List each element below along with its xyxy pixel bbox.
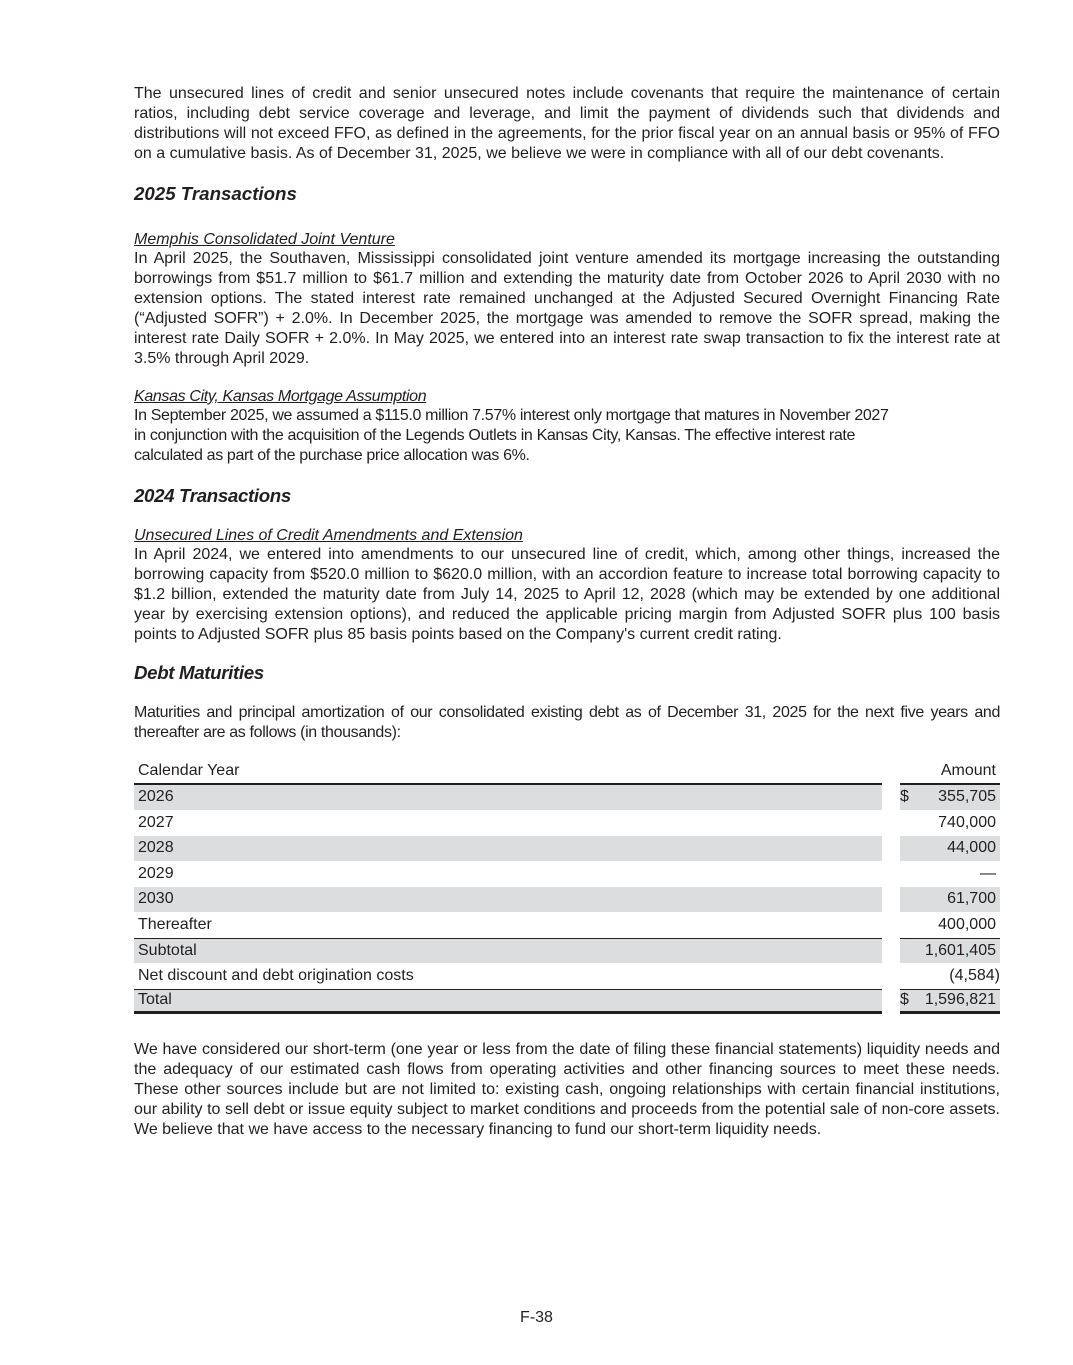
row-label: Total	[134, 989, 882, 1015]
row-label: 2029	[138, 864, 174, 882]
covenants-paragraph: The unsecured lines of credit and senior unsecured notes include covenants that require the maintenance of certain ratios, including debt service coverage and leverage, and limit the payment of dividends such that dividends and distributions will not exceed FFO, as defined in the agreements, for the prior fiscal year on an annual basis or 95% of FFO on a cumulative basis. As of December 31, 2025, we believe we were in compliance with all of our debt covenants.	[134, 85, 1000, 162]
table-row	[134, 887, 1000, 913]
memphis-paragraph: In April 2025, the Southaven, Mississippi consolidated joint venture amended its mortgage increasing the outstanding borrowings from $51.7 million to $61.7 million and extending the maturity date from October 2026 to April 2030 with no extension options. The stated interest rate remained unchanged at the Adjusted Secured Overnight Financing Rate (“Adjusted SOFR”) + 2.0%. In December 2025, the mortgage was amended to remove the SOFR spread, making the interest rate Daily SOFR + 2.0%. In May 2025, we entered into an interest rate swap transaction to fix the interest rate at 3.5% through April 2029.	[134, 250, 1000, 367]
row-label: Subtotal	[134, 938, 882, 964]
subheading-credit-amendments: Unsecured Lines of Credit Amendments and Extension	[134, 527, 523, 544]
table-row	[134, 963, 1000, 989]
page-number: F-38	[520, 1309, 553, 1326]
header-calendar-year: Calendar Year	[134, 759, 882, 785]
kansas-line-2: in conjunction with the acquisition of the Legends Outlets in Kansas City, Kansas. The effective interest rate	[134, 427, 856, 444]
table-row-total	[134, 989, 1000, 1015]
table-header-row	[134, 759, 1000, 785]
row-label: Net discount and debt origination costs	[138, 966, 414, 984]
row-amount: —	[980, 864, 996, 882]
credit-amendments-paragraph: In April 2024, we entered into amendments to our unsecured line of credit, which, among other things, increased the borrowing capacity from $520.0 million to $620.0 million, with an accordion feature to increase total borrowing capacity to $1.2 billion, extended the maturity date from July 14, 2025 to April 12, 2028 (which may be extended by one additional year by exercising extension options), and reduced the applicable pricing margin from Adjusted SOFR plus 100 basis points to Adjusted SOFR plus 85 basis points based on the Company's current credit rating.	[134, 546, 1000, 643]
currency-symbol: $	[900, 788, 909, 806]
table-row	[134, 785, 1000, 811]
row-amount: 740,000	[938, 813, 996, 831]
table-row	[134, 861, 1000, 887]
liquidity-paragraph: We have considered our short-term (one year or less from the date of filing these financial statements) liquidity needs and the adequacy of our estimated cash flows from operating activities and other financing sources to meet these needs. These other sources include but are not limited to: existing cash, ongoing relationships with certain financial institutions, our ability to sell debt or issue equity subject to market conditions and proceeds from the potential sale of non-core assets. We believe that we have access to the necessary financing to fund our short-term liquidity needs.	[134, 1041, 1000, 1138]
row-label: 2028	[134, 836, 882, 862]
heading-2024-transactions: 2024 Transactions	[134, 485, 291, 506]
table-row	[134, 912, 1000, 938]
kansas-city-paragraph	[134, 406, 1000, 466]
table-row	[134, 836, 1000, 862]
debt-maturities-table	[134, 759, 1000, 1014]
row-label: Thereafter	[138, 915, 212, 933]
row-label: 2027	[138, 813, 174, 831]
row-amount: (4,584)	[949, 966, 1000, 984]
row-amount: 44,000	[900, 836, 1000, 862]
row-amount: 1,601,405	[900, 938, 1000, 964]
subheading-kansas-city: Kansas City, Kansas Mortgage Assumption	[134, 388, 427, 405]
currency-symbol: $	[900, 991, 909, 1009]
heading-debt-maturities: Debt Maturities	[134, 662, 264, 683]
row-amount: 61,700	[900, 887, 1000, 913]
debt-maturities-intro: Maturities and principal amortization of our consolidated existing debt as of December 31, 2025 for the next five years and thereafter are as follows (in thousands):	[134, 704, 1000, 741]
row-label: 2030	[134, 887, 882, 913]
header-amount: Amount	[900, 759, 1000, 785]
kansas-line-1: In September 2025, we assumed a $115.0 million 7.57% interest only mortgage that matures in November 2027	[134, 407, 889, 424]
document-page	[134, 84, 1000, 1140]
heading-2025-transactions: 2025 Transactions	[134, 183, 297, 204]
subheading-memphis: Memphis Consolidated Joint Venture	[134, 231, 395, 248]
table-row-subtotal	[134, 938, 1000, 964]
row-amount: $ 1,596,821	[900, 989, 1000, 1015]
table-row	[134, 810, 1000, 836]
kansas-line-3: calculated as part of the purchase price allocation was 6%.	[134, 447, 530, 464]
row-label: 2026	[134, 785, 882, 811]
row-amount: $ 355,705	[900, 785, 1000, 811]
row-amount: 400,000	[938, 915, 996, 933]
